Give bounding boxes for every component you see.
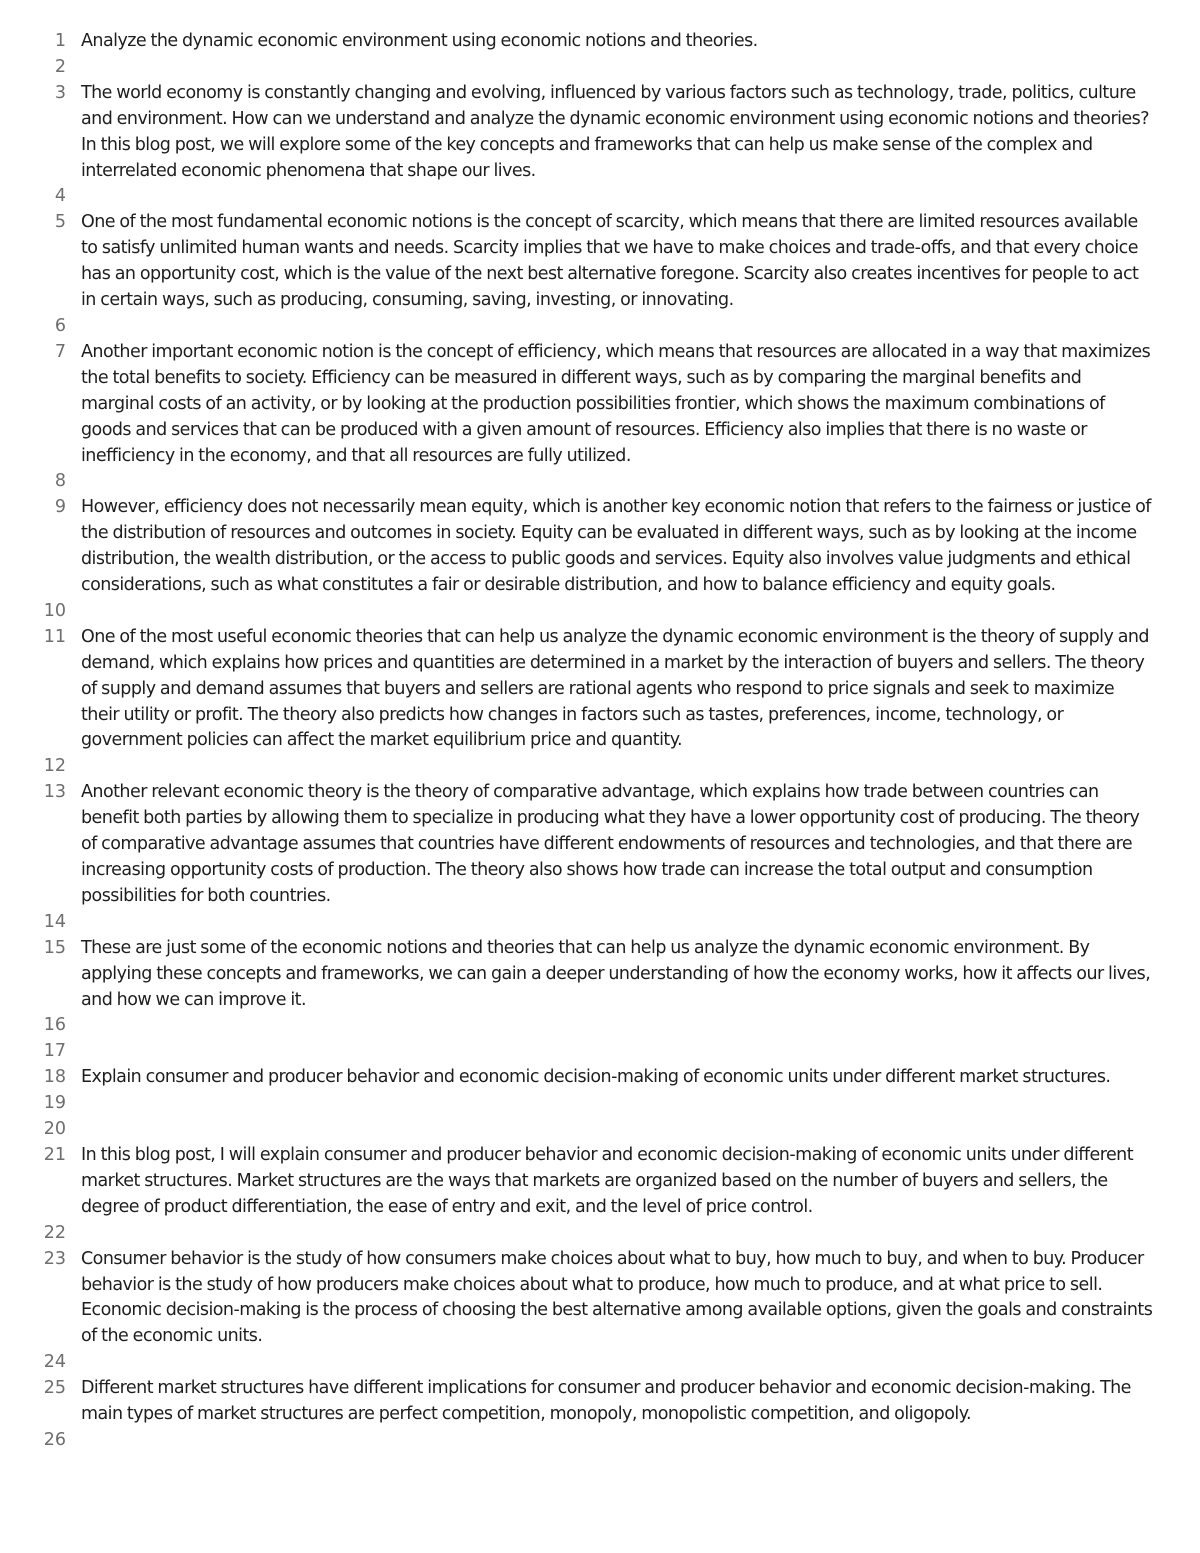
line-number: 22 <box>43 1222 66 1243</box>
line-11 <box>0 625 1200 755</box>
line-number: 8 <box>54 471 66 492</box>
line-number: 13 <box>43 782 66 803</box>
line-text[interactable]: Analyze the dynamic economic environment using economic notions and theories. <box>81 31 758 51</box>
line-text[interactable] <box>81 1013 1155 1039</box>
line-text[interactable]: Explain consumer and producer behavior and economic decision-making of economic units under different market structures. <box>81 1067 1111 1088</box>
line-number: 10 <box>43 600 66 621</box>
line-number: 14 <box>43 911 66 932</box>
line-13 <box>0 780 1200 910</box>
line-number: 6 <box>54 315 66 336</box>
line-number: 24 <box>43 1352 66 1373</box>
line-text[interactable]: These are just some of the economic notions and theories that can help us analyze the dynamic economic environment. By applying these concepts and frameworks, we can gain a deeper understanding of how the economy works, how it affects our lives, and how we can improve it. <box>81 937 1151 1010</box>
line-text[interactable]: One of the most fundamental economic notions is the concept of scarcity, which means that there are limited resources available to satisfy unlimited human wants and needs. Scarcity implies that we have to make choices and trade-offs, and that every choice has an opportunity cost, which is the value of the next best alternative foregone. Scarcity also creates incentives for people to act in certain ways, such as producing, consuming, saving, investing, or innovating. <box>81 212 1139 311</box>
line-25 <box>0 1376 1200 1428</box>
line-24 <box>0 1350 1200 1376</box>
line-2 <box>0 55 1200 81</box>
line-number: 20 <box>43 1119 66 1140</box>
line-5 <box>0 210 1200 314</box>
line-text[interactable] <box>81 1117 1155 1143</box>
line-22 <box>0 1221 1200 1247</box>
line-23 <box>0 1247 1200 1351</box>
line-number: 17 <box>43 1041 66 1062</box>
line-21 <box>0 1143 1200 1221</box>
line-15 <box>0 936 1200 1014</box>
line-text[interactable] <box>81 1221 1155 1247</box>
line-6 <box>0 314 1200 340</box>
line-number: 16 <box>43 1015 66 1036</box>
line-number: 19 <box>43 1093 66 1114</box>
line-number: 7 <box>54 341 66 362</box>
line-text[interactable] <box>81 184 1155 210</box>
line-12 <box>0 754 1200 780</box>
line-number: 9 <box>54 497 66 518</box>
line-text[interactable]: Consumer behavior is the study of how consumers make choices about what to buy, how much to buy, and when to buy. Producer behavior is the study of how producers make choices about what to produce, how much to produce, and at what price to sell. Economic decision-making is the process of choosing the best alternative among available options, given the goals and constraints of the economic units. <box>81 1248 1153 1347</box>
line-number: 1 <box>54 31 66 51</box>
line-number: 12 <box>43 756 66 777</box>
line-14 <box>0 910 1200 936</box>
line-text[interactable]: Another relevant economic theory is the theory of comparative advantage, which explains how trade between countries can benefit both parties by allowing them to specialize in producing what they have a lower opportunity cost of producing. The theory of comparative advantage assumes that countries have different endowments of resources and technologies, and that there are increasing opportunity costs of production. The theory also shows how trade can increase the total output and consumption possibilities for both countries. <box>81 782 1140 906</box>
line-text[interactable]: One of the most useful economic theories that can help us analyze the dynamic economic environment is the theory of supply and demand, which explains how prices and quantities are determined in a market by the interaction of buyers and sellers. The theory of supply and demand assumes that buyers and sellers are rational agents who respond to price signals and seek to maximize their utility or profit. The theory also predicts how changes in factors such as tastes, preferences, income, technology, or government policies can affect the market equilibrium price and quantity. <box>81 626 1149 751</box>
line-number: 11 <box>43 626 66 647</box>
line-text[interactable] <box>81 55 1155 81</box>
line-20 <box>0 1117 1200 1143</box>
line-number: 26 <box>43 1429 66 1450</box>
line-number: 3 <box>54 82 66 103</box>
line-text[interactable]: Different market structures have different implications for consumer and producer behavior and economic decision-making. The main types of market structures are perfect competition, monopoly, monopolistic competition, and oligopoly. <box>81 1378 1131 1425</box>
line-text[interactable] <box>81 1428 1155 1454</box>
line-4 <box>0 184 1200 210</box>
line-text[interactable]: In this blog post, I will explain consumer and producer behavior and economic decision-making of economic units under different market structures. Market structures are the ways that markets are organized based on the number of buyers and sellers, the degree of product differentiation, the ease of entry and exit, and the level of price control. <box>81 1144 1134 1217</box>
line-7 <box>0 340 1200 470</box>
line-text[interactable]: The world economy is constantly changing and evolving, influenced by various factors such as technology, trade, politics, culture and environment. How can we understand and analyze the dynamic economic environment using economic notions and theories? In this blog post, we will explore some of the key concepts and frameworks that can help us make sense of the complex and interrelated economic phenomena that shape our lives. <box>81 82 1149 181</box>
line-text[interactable] <box>81 469 1155 495</box>
line-1 <box>0 29 1200 55</box>
line-16 <box>0 1013 1200 1039</box>
line-text[interactable] <box>81 754 1155 780</box>
line-text[interactable] <box>81 1350 1155 1376</box>
line-text[interactable] <box>81 1091 1155 1117</box>
line-number: 25 <box>43 1378 66 1399</box>
line-number: 2 <box>54 56 66 77</box>
line-text[interactable] <box>81 910 1155 936</box>
line-number: 5 <box>54 212 66 233</box>
line-text[interactable] <box>81 599 1155 625</box>
line-18 <box>0 1065 1200 1091</box>
line-text[interactable] <box>81 1039 1155 1065</box>
line-text[interactable]: Another important economic notion is the concept of efficiency, which means that resources are allocated in a way that maximizes the total benefits to society. Efficiency can be measured in different ways, such as by comparing the marginal benefits and marginal costs of an activity, or by looking at the production possibilities frontier, which shows the maximum combinations of goods and services that can be produced with a given amount of resources. Efficiency also implies that there is no waste or inefficiency in the economy, and that all resources are fully utilized. <box>81 341 1151 466</box>
line-number: 4 <box>54 186 66 207</box>
line-number: 21 <box>43 1144 66 1165</box>
line-text[interactable] <box>81 314 1155 340</box>
line-17 <box>0 1039 1200 1065</box>
line-3 <box>0 81 1200 185</box>
line-26 <box>0 1428 1200 1454</box>
line-number: 18 <box>43 1067 66 1088</box>
line-19 <box>0 1091 1200 1117</box>
line-9 <box>0 495 1200 599</box>
line-8 <box>0 469 1200 495</box>
line-number: 23 <box>43 1248 66 1269</box>
line-number: 15 <box>43 937 66 958</box>
line-text[interactable]: However, efficiency does not necessarily mean equity, which is another key economic notion that refers to the fairness or justice of the distribution of resources and outcomes in society. Equity can be evaluated in different ways, such as by looking at the income distribution, the wealth distribution, or the access to public goods and services. Equity also involves value judgments and ethical considerations, such as what constitutes a fair or desirable distribution, and how to balance efficiency and equity goals. <box>81 497 1151 596</box>
line-10 <box>0 599 1200 625</box>
